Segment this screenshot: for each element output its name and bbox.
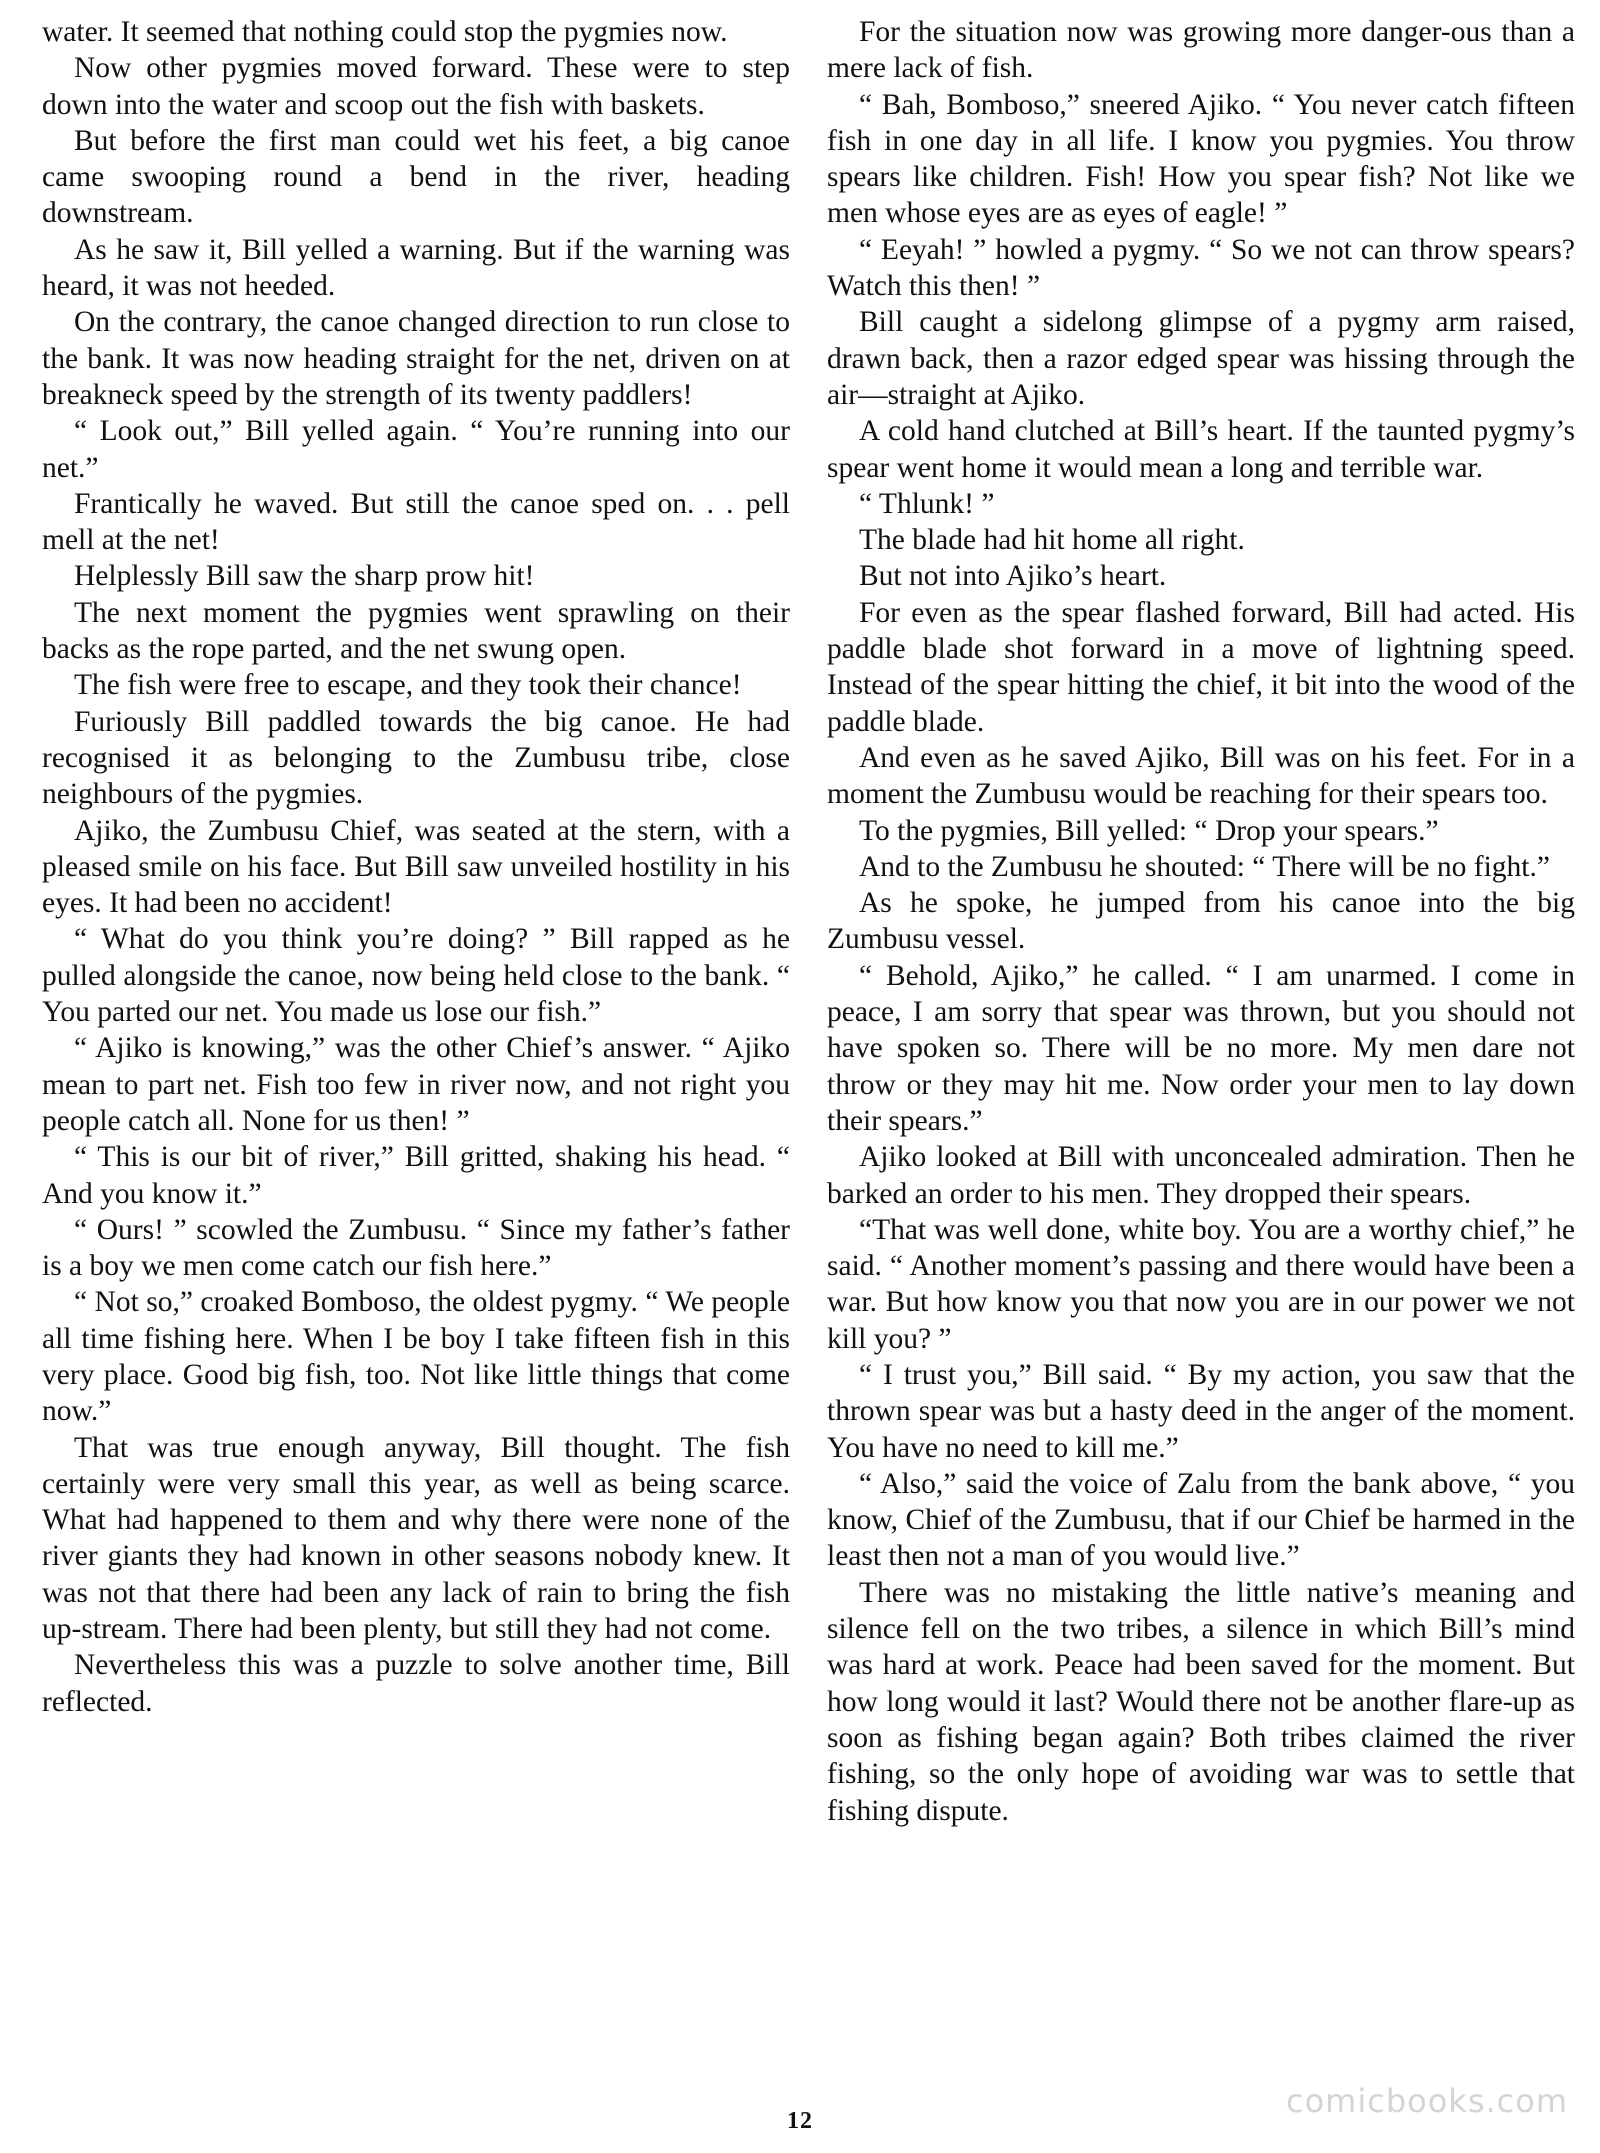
paragraph: On the contrary, the canoe changed direction to run close to the bank. It was now heading straight for the net, driven on at breakneck speed by the strength of its twenty paddlers! — [42, 306, 790, 411]
paragraph: “ Look out,” Bill yelled again. “ You’re running into our net.” — [42, 415, 790, 484]
paragraph: The blade had hit home all right. — [859, 524, 1245, 557]
paragraph: And even as he saved Ajiko, Bill was on his feet. For in a moment the Zumbusu would be reaching for their spears too. — [827, 741, 1575, 811]
paragraph: water. It seemed that nothing could stop the pygmies now. — [42, 16, 728, 48]
paragraph: Nevertheless this was a puzzle to solve another time, Bill reflected. — [42, 1649, 790, 1718]
paragraph: For the situation now was growing more danger-ous than a mere lack of fish. — [827, 16, 1575, 85]
paragraph: As he saw it, Bill yelled a warning. But if the warning was heard, it was not heeded. — [42, 233, 790, 303]
paragraph: “ Ajiko is knowing,” was the other Chief’s answer. “ Ajiko mean to part net. Fish too few in river now, and not right you people catch all. None for us then! ” — [42, 1032, 790, 1137]
paragraph: “ Ours! ” scowled the Zumbusu. “ Since my father’s father is a boy we men come catch our fish here.” — [42, 1213, 790, 1283]
watermark: comicbooks.com — [1285, 2082, 1568, 2120]
paragraph: Now other pygmies moved forward. These were to step down into the water and scoop out the fish with baskets. — [42, 52, 790, 121]
paragraph: “ Not so,” croaked Bomboso, the oldest pygmy. “ We people all time fishing here. When I be boy I take fifteen fish in this very place. Good big fish, too. Not like little things that come now.” — [42, 1286, 790, 1428]
paragraph: “ Eeyah! ” howled a pygmy. “ So we not can throw spears? Watch this then! ” — [827, 233, 1575, 303]
paragraph: Helplessly Bill saw the sharp prow hit! — [74, 560, 535, 593]
paragraph: That was true enough anyway, Bill thought. The fish certainly were very small this year, as well as being scarce. What had happened to them and why there were none of the river giants they had known in other seasons nobody knew. It was not that there had been any lack of rain to bring the fish up-stream. There had been plenty, but still they had not come. — [42, 1431, 790, 1646]
paragraph: And to the Zumbusu he shouted: “ There will be no fight.” — [859, 850, 1550, 883]
paragraph: Ajiko looked at Bill with unconcealed admiration. Then he barked an order to his men. They dropped their spears. — [827, 1141, 1575, 1210]
paragraph: The next moment the pygmies went sprawling on their backs as the rope parted, and the net swung open. — [42, 596, 790, 666]
paragraph: “ Bah, Bomboso,” sneered Ajiko. “ You never catch fifteen fish in one day in all life. I know you pygmies. You throw spears like children. Fish! How you spear fish? Not like we men whose eyes are as eyes of eagle! ” — [827, 88, 1575, 230]
paragraph: But not into Ajiko’s heart. — [859, 560, 1167, 593]
paragraph: There was no mistaking the little native’s meaning and silence fell on the two tribes, a silence in which Bill’s mind was hard at work. Peace had been saved for the moment. But how long would it last? Would there not be another flare-up as soon as fishing began again? Both tribes claimed the river fishing, so the only hope of avoiding war was to settle that fishing dispute. — [827, 1576, 1575, 1827]
paragraph: “ Also,” said the voice of Zalu from the bank above, “ you know, Chief of the Zumbusu, that if our Chief be harmed in the least then not a man of you would live.” — [827, 1467, 1575, 1573]
paragraph: The fish were free to escape, and they took their chance! — [74, 669, 742, 702]
paragraph: “ What do you think you’re doing? ” Bill rapped as he pulled alongside the canoe, now being held close to the bank. “ You parted our net. You made us lose our fish.” — [42, 923, 790, 1029]
paragraph: A cold hand clutched at Bill’s heart. If the taunted pygmy’s spear went home it would mean a long and terrible war. — [827, 415, 1575, 484]
paragraph: Furiously Bill paddled towards the big canoe. He had recognised it as belonging to the Zumbusu tribe, close neighbours of the pygmies. — [42, 705, 790, 811]
paragraph: Bill caught a sidelong glimpse of a pygmy arm raised, drawn back, then a razor edged spear was hissing through the air—straight at Ajiko. — [827, 306, 1575, 411]
left-text-column — [42, 14, 790, 1720]
paragraph: “ Thlunk! ” — [859, 487, 995, 520]
page-number: 12 — [787, 2108, 813, 2134]
paragraph: But before the first man could wet his feet, a big canoe came swooping round a bend in the river, heading downstream. — [42, 124, 790, 230]
paragraph: As he spoke, he jumped from his canoe into the big Zumbusu vessel. — [827, 887, 1575, 956]
paragraph: “That was well done, white boy. You are a worthy chief,” he said. “ Another moment’s passing and there would have been a war. But how know you that now you are in our power we not kill you? ” — [827, 1213, 1575, 1355]
paragraph: “ This is our bit of river,” Bill gritted, shaking his head. “ And you know it.” — [42, 1141, 790, 1210]
right-text-column — [827, 14, 1575, 1829]
paragraph: For even as the spear flashed forward, Bill had acted. His paddle blade shot forward in a move of lightning speed. Instead of the spear hitting the chief, it bit into the wood of the paddle blade. — [827, 596, 1575, 738]
paragraph: “ Behold, Ajiko,” he called. “ I am unarmed. I come in peace, I am sorry that spear was thrown, but you should not have spoken so. There will be no more. My men dare not throw or they may hit me. Now order your men to lay down their spears.” — [827, 959, 1575, 1137]
paragraph: Frantically he waved. But still the canoe sped on. . . pell mell at the net! — [42, 487, 790, 557]
paragraph: To the pygmies, Bill yelled: “ Drop your spears.” — [859, 814, 1439, 847]
paragraph: “ I trust you,” Bill said. “ By my action, you saw that the thrown spear was but a hasty deed in the anger of the moment. You have no need to kill me.” — [827, 1358, 1575, 1464]
paragraph: Ajiko, the Zumbusu Chief, was seated at the stern, with a pleased smile on his face. But Bill saw unveiled hostility in his eyes. It had been no accident! — [42, 814, 790, 920]
